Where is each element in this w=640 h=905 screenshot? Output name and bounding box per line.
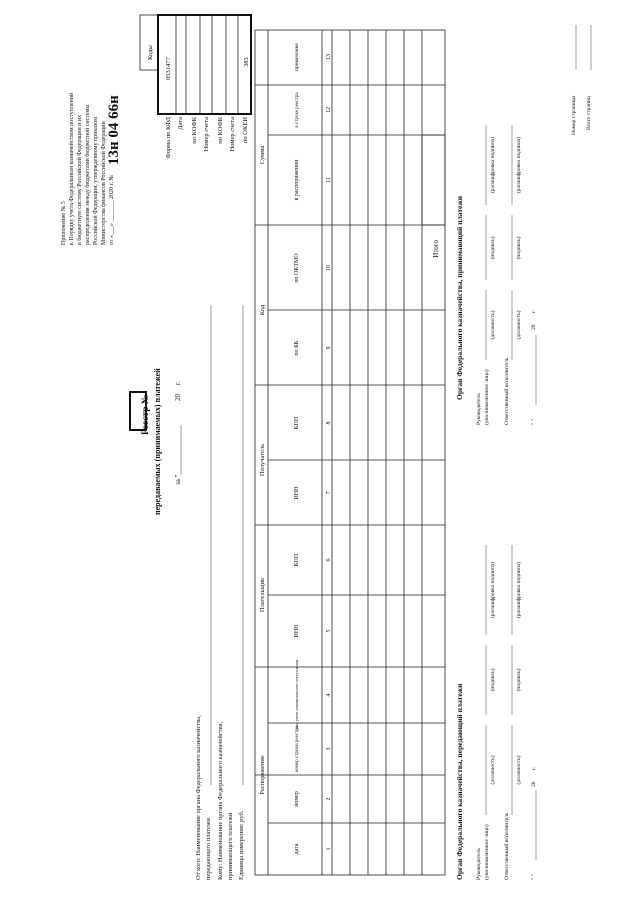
position-hint: (должность) [490,310,496,340]
handwritten-stamp: 13н 04 66н [106,95,122,165]
registry-subtitle: передаваемых (принимаемых) платежей [153,368,162,515]
position-hint: (должность) [516,310,522,340]
group-recipient: Получатель [259,443,266,477]
appendix-line: распределения между бюджетами бюджетной системы [85,104,91,245]
sender-date-quote: " " [531,874,537,880]
signature-hint: (подпись) [490,236,496,260]
col-num: 2 [326,797,332,801]
decoding-hint: (расшифровка подписи) [490,136,496,194]
period-prefix: за " [174,474,182,485]
col-date: дата [294,843,300,855]
registry-title: Реестр № [141,394,151,435]
codes-header: Коды [147,45,154,60]
signature-hint: (подпись) [516,236,522,260]
sender-signatures [455,545,537,880]
col-rec-inn: ИНН [294,486,300,500]
receiver-signatures [455,125,537,425]
receiver-date-year: 20 [531,324,537,330]
receiver-date-quote: " " [531,419,537,425]
col-num: 11 [326,177,332,183]
unit-label: Единица измерения: руб. [238,810,245,880]
col-num: 3 [326,747,332,751]
receiver-executor: Ответственный исполнитель [504,357,510,425]
col-num: 4 [326,693,332,697]
codes-box [140,15,251,159]
code-label: по ОКЕИ [242,117,249,144]
receiver-head-sub: (уполномоченное лицо) [484,369,490,425]
signature-hint: (подпись) [516,668,522,692]
page-info [571,25,592,135]
group-order: Распоряжение [259,755,266,795]
appendix-line: Приложение № 5 [61,201,67,245]
period-suffix: г. [174,381,182,385]
sender-date-g: г. [531,766,537,770]
from-label: От кого: Наименование органа Федерального казначейства, [195,715,202,880]
col-num: 7 [326,491,332,495]
position-hint: (должность) [490,755,496,785]
col-in-order: в распоряжении [294,159,300,201]
col-num: 8 [326,421,332,425]
col-num: 12 [326,107,332,113]
code-label: по КОФК [217,117,224,144]
appendix-line: Российской Федерации, утвержденному приказом [93,117,99,245]
to-label-2: принимающего платежи [227,812,234,880]
col-oktmo: по ОКТМО [294,253,300,283]
col-account-date: дата учета невыясненного поступления [294,659,299,731]
appendix-line: Министерства финансов Российской Федерации [101,121,107,245]
code-label: Номер счета [229,117,236,152]
sender-head: Руководитель [476,848,482,880]
code-label: по КОФК [191,117,198,144]
col-kbk: по БК [294,340,300,356]
appendix-block [61,92,122,245]
code-value: 0531477 [165,57,172,80]
appendix-line: от «___» _______ 2020 г. № [109,174,115,245]
rotated-form [61,15,592,880]
code-label: Номер счета [203,117,210,152]
position-hint: (должность) [516,755,522,785]
title-block [130,368,182,515]
receiver-title: Орган Федерального казначейства, принимающий платежи [455,195,464,400]
receiver-date-g: г. [531,309,537,313]
col-payer-inn: ИНН [294,624,300,638]
col-number: номер [294,791,300,807]
col-in-registry: в строке реестра [295,92,300,128]
col-payer-kpp: КПП [294,553,300,567]
col-num: 6 [326,558,332,562]
code-label: Форма по КФД [165,117,172,159]
signature-hint: (подпись) [490,668,496,692]
page-number-label: Номер страницы [571,95,577,135]
period-year: 20 [174,394,182,401]
total-pages-label: Всего страниц [586,96,592,130]
group-code: Код [259,304,266,316]
col-num: 9 [326,346,332,350]
decoding-hint: (расшифровка подписи) [516,561,522,619]
registry-table [255,30,445,875]
group-sum: Сумма [259,145,266,165]
sender-executor: Ответственный исполнитель [504,812,510,880]
col-num: 10 [326,265,332,271]
sender-head-sub: (уполномоченное лицо) [484,824,490,880]
receiver-head: Руководитель [476,393,482,425]
appendix-line: в бюджетную систему Российской Федерации и их [77,114,83,245]
decoding-hint: (расшифровка подписи) [490,561,496,619]
sender-date-year: 20 [531,781,537,787]
col-num: 13 [326,54,332,60]
col-rec-kpp: КПП [294,416,300,430]
from-label-2: передающего платежи [205,818,212,880]
total-label: Итого [432,240,440,258]
code-label: Дата [177,117,184,130]
col-note: примечание [294,43,300,71]
code-value: 383 [243,57,250,67]
decoding-hint: (расшифровка подписи) [516,136,522,194]
to-label: Кому: Наименование органа Федерального казначейства, [217,721,224,880]
meta-block [195,305,245,880]
sender-title: Орган Федерального казначейства, передающий платежи [455,683,464,880]
col-row-number: номер строки реестра [295,725,300,773]
appendix-line: к Порядку учета Федеральным казначейством поступлений [69,92,75,245]
group-payer: Плательщик [259,577,266,613]
col-num: 1 [326,847,332,851]
col-num: 5 [326,629,332,633]
